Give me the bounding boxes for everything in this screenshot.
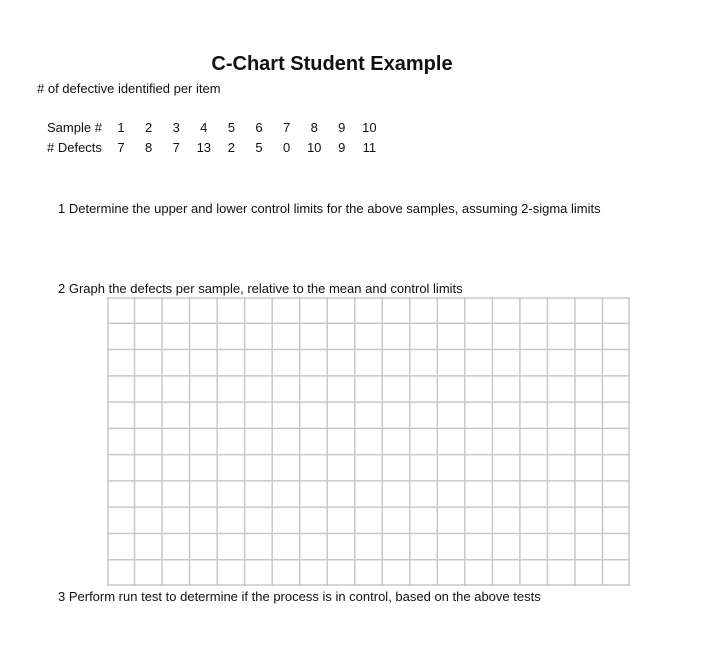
defect-count: 2: [227, 140, 235, 155]
graph-grid: [107, 297, 630, 586]
question-1: 1 Determine the upper and lower control limits for the above samples, assuming 2-sigma limits: [58, 201, 601, 216]
sample-number: 1: [117, 120, 125, 135]
sample-number: 3: [172, 120, 180, 135]
question-3: 3 Perform run test to determine if the process is in control, based on the above tests: [58, 589, 541, 604]
sample-label: Sample #: [47, 120, 102, 135]
defect-count: 7: [172, 140, 180, 155]
defect-count: 5: [255, 140, 263, 155]
defect-count: 0: [282, 140, 291, 155]
page-title: C-Chart Student Example: [211, 53, 453, 75]
defects-label: # Defects: [47, 140, 102, 155]
defect-count: 10: [306, 140, 322, 155]
subtitle: # of defective identified per item: [37, 81, 221, 96]
sample-number: 8: [310, 120, 318, 135]
sample-number: 10: [362, 120, 377, 135]
question-2: 2 Graph the defects per sample, relative to the mean and control limits: [58, 281, 463, 296]
defect-count: 8: [144, 140, 153, 155]
sample-number: 2: [144, 120, 153, 135]
defect-count: 11: [362, 140, 377, 155]
sample-number: 6: [255, 120, 263, 135]
sample-number: 5: [227, 120, 235, 135]
sample-number: 9: [338, 120, 346, 135]
sample-number: 4: [200, 120, 208, 135]
defect-count: 9: [338, 140, 346, 155]
defect-count: 13: [196, 140, 212, 155]
defect-count: 7: [117, 140, 125, 155]
sample-number: 7: [282, 120, 291, 135]
